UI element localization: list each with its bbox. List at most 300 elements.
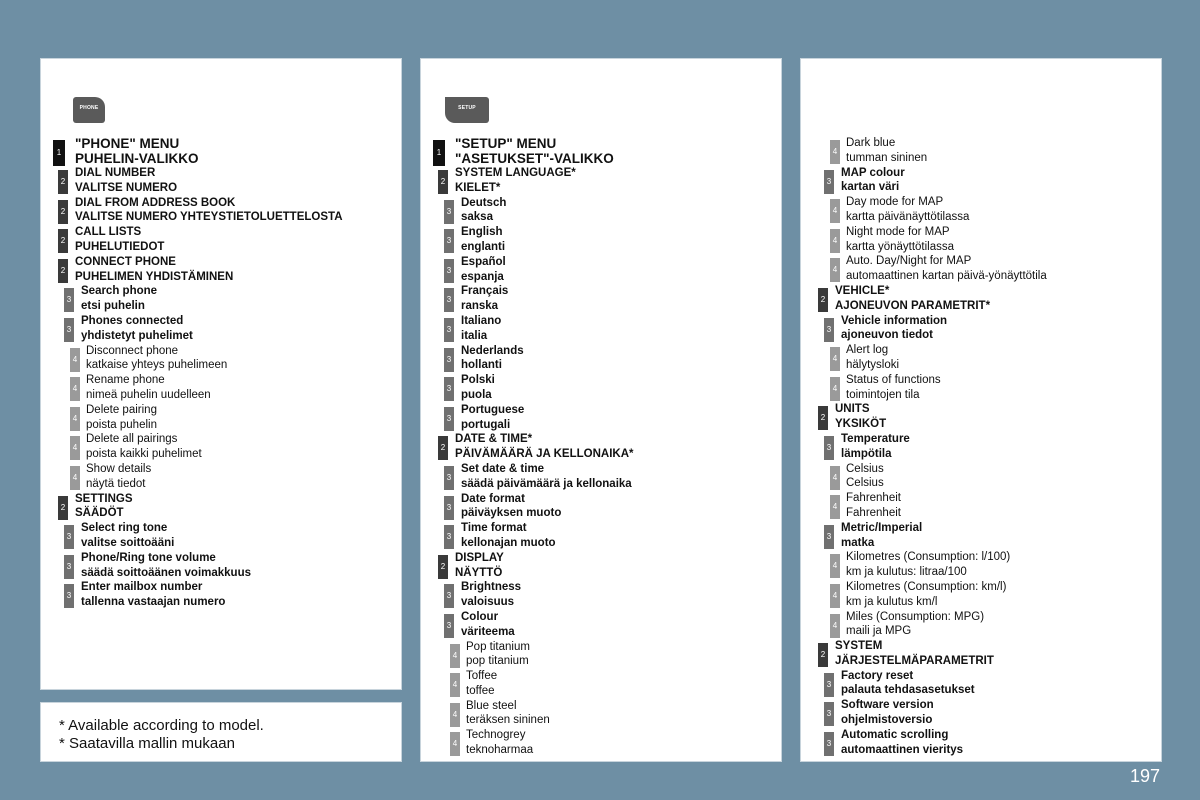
menu-entry-translation: kartta päivänäyttötilassa — [846, 210, 970, 223]
menu-entry-label: Français — [461, 285, 509, 298]
menu-entry — [811, 166, 1157, 196]
menu-entry — [431, 521, 777, 551]
menu-entry-text — [461, 284, 508, 314]
menu-entry-translation: poista kaikki puhelimet — [86, 448, 202, 461]
menu-entry-text — [466, 669, 497, 699]
menu-entry-label: Colour — [461, 610, 499, 623]
menu-entry — [811, 728, 1157, 758]
phone-icon-label: PHONE — [79, 105, 99, 111]
menu-entry-label: MAP colour — [841, 166, 905, 179]
level-badge: 4 — [830, 584, 840, 608]
menu-entry-text — [841, 314, 947, 344]
menu-entry-label: Deutsch — [461, 196, 507, 209]
menu-entry-translation: säädä päivämäärä ja kellonaika — [461, 477, 632, 490]
menu-entry-label: CALL LISTS — [75, 226, 142, 239]
menu-entry — [811, 610, 1157, 640]
menu-entry — [431, 432, 777, 462]
menu-entry-translation: teräksen sininen — [466, 714, 550, 727]
level-badge: 2 — [818, 406, 828, 430]
menu-entry — [51, 255, 397, 285]
menu-entry-text — [841, 432, 910, 462]
menu-entry-translation: kartta yönäyttötilassa — [846, 240, 955, 253]
menu-entry-label: English — [461, 226, 503, 239]
menu-entry — [51, 196, 397, 226]
menu-entry-text — [86, 462, 151, 492]
menu-entry-translation: automaattinen kartan päivä-yönäyttötila — [846, 270, 1047, 283]
menu-entry — [51, 166, 397, 196]
menu-entry — [431, 728, 777, 758]
phone-menu-list — [51, 136, 397, 610]
menu-entry — [811, 314, 1157, 344]
menu-entry — [51, 492, 397, 522]
menu-entry — [811, 136, 1157, 166]
menu-entry — [811, 195, 1157, 225]
level-badge: 4 — [830, 495, 840, 519]
menu-entry — [431, 284, 777, 314]
menu-entry — [431, 580, 777, 610]
menu-entry-translation: katkaise yhteys puhelimeen — [86, 359, 228, 372]
level-badge: 4 — [830, 466, 840, 490]
menu-entry-label: Disconnect phone — [86, 344, 179, 357]
menu-entry — [51, 344, 397, 374]
menu-entry — [431, 551, 777, 581]
menu-entry-translation: km ja kulutus: litraa/100 — [846, 566, 967, 579]
menu-entry-translation: PUHELUTIEDOT — [75, 240, 165, 253]
menu-entry-label: "SETUP" MENU — [455, 136, 557, 151]
menu-entry-text — [461, 344, 524, 374]
menu-entry-text — [81, 580, 225, 610]
menu-entry-text — [461, 492, 561, 522]
menu-entry-label: Toffee — [466, 670, 498, 683]
menu-entry-translation: VALITSE NUMERO YHTEYSTIETOLUETTELOSTA — [75, 211, 343, 224]
menu-entry-text — [846, 225, 954, 255]
menu-entry — [51, 580, 397, 610]
level-badge: 2 — [58, 496, 68, 520]
menu-entry-translation: näytä tiedot — [86, 477, 146, 490]
level-badge: 4 — [70, 407, 80, 431]
menu-entry-label: Delete pairing — [86, 403, 157, 416]
level-badge: 3 — [444, 496, 454, 520]
menu-entry — [431, 403, 777, 433]
menu-entry-translation: kartan väri — [841, 181, 900, 194]
menu-entry-text — [86, 432, 202, 462]
level-badge: 3 — [824, 170, 834, 194]
menu-entry — [431, 225, 777, 255]
setup-menu-continued-column — [800, 58, 1162, 762]
level-badge: 4 — [70, 348, 80, 372]
menu-entry-translation: toimintojen tila — [846, 388, 920, 401]
menu-entry-label: Nederlands — [461, 344, 524, 357]
menu-entry-text — [81, 521, 174, 551]
menu-entry-translation: kellonajan muoto — [461, 536, 556, 549]
menu-entry-translation: KIELET* — [455, 181, 501, 194]
menu-entry-text — [455, 166, 576, 196]
level-badge: 3 — [444, 466, 454, 490]
menu-entry-label: Fahrenheit — [846, 492, 901, 505]
menu-entry-label: DIAL FROM ADDRESS BOOK — [75, 196, 236, 209]
menu-entry-text — [835, 284, 990, 314]
menu-entry-label: Delete all pairings — [86, 433, 178, 446]
menu-entry-translation: teknoharmaa — [466, 744, 534, 757]
menu-entry-text — [81, 551, 251, 581]
menu-entry-text — [846, 491, 901, 521]
menu-entry-text — [461, 610, 515, 640]
level-badge: 4 — [830, 199, 840, 223]
menu-entry — [811, 580, 1157, 610]
menu-entry — [51, 403, 397, 433]
menu-entry-text — [461, 314, 501, 344]
menu-entry — [51, 551, 397, 581]
menu-entry-text — [75, 225, 164, 255]
menu-entry-translation: espanja — [461, 270, 504, 283]
menu-entry-label: DIAL NUMBER — [75, 167, 156, 179]
menu-entry-translation: pop titanium — [466, 655, 529, 668]
menu-entry-label: Select ring tone — [81, 522, 168, 535]
menu-entry-label: SYSTEM — [835, 640, 883, 653]
menu-entry-translation: km ja kulutus km/l — [846, 595, 938, 608]
level-badge: 2 — [818, 288, 828, 312]
menu-entry — [811, 550, 1157, 580]
level-badge: 3 — [444, 377, 454, 401]
level-badge: 4 — [70, 466, 80, 490]
menu-entry-translation: JÄRJESTELMÄPARAMETRIT — [835, 654, 994, 667]
footnote-line-1: * Available according to model. — [59, 717, 264, 734]
menu-entry-label: Español — [461, 255, 506, 268]
menu-entry-label: Temperature — [841, 432, 910, 445]
menu-entry-label: DISPLAY — [455, 551, 504, 564]
menu-entry-text — [75, 136, 199, 166]
menu-entry-text — [461, 255, 506, 285]
menu-entry-translation: SÄÄDÖT — [75, 507, 124, 520]
menu-entry-label: Software version — [841, 699, 934, 712]
menu-entry-text — [466, 640, 530, 670]
menu-entry — [811, 698, 1157, 728]
menu-entry-text — [75, 196, 343, 226]
level-badge: 3 — [64, 584, 74, 608]
menu-entry-label: Auto. Day/Night for MAP — [846, 255, 972, 268]
menu-entry — [811, 284, 1157, 314]
level-badge: 3 — [444, 288, 454, 312]
menu-entry-label: Technogrey — [466, 729, 526, 742]
menu-entry — [431, 344, 777, 374]
menu-entry-text — [846, 136, 927, 166]
menu-entry-label: Kilometres (Consumption: km/l) — [846, 580, 1007, 593]
level-badge: 3 — [444, 229, 454, 253]
setup-menu-icon — [445, 97, 489, 123]
level-badge: 3 — [824, 436, 834, 460]
menu-entry-text — [461, 521, 556, 551]
menu-entry-label: Blue steel — [466, 699, 517, 712]
menu-entry-text — [466, 728, 533, 758]
menu-entry — [431, 462, 777, 492]
menu-entry — [431, 166, 777, 196]
menu-entry-label: UNITS — [835, 403, 870, 416]
menu-entry-translation: NÄYTTÖ — [455, 566, 503, 579]
menu-entry-translation: PUHELIN-VALIKKO — [75, 151, 199, 166]
menu-entry-translation: palauta tehdasasetukset — [841, 684, 975, 697]
menu-entry-label: Alert log — [846, 344, 889, 357]
menu-entry — [431, 610, 777, 640]
menu-entry-label: Pop titanium — [466, 640, 530, 653]
level-badge: 1 — [53, 140, 65, 166]
menu-entry — [811, 225, 1157, 255]
menu-entry-text — [846, 254, 1047, 284]
menu-entry-text — [841, 521, 922, 551]
menu-entry — [51, 521, 397, 551]
level-badge: 3 — [444, 200, 454, 224]
menu-entry-translation: toffee — [466, 684, 495, 697]
menu-entry — [51, 225, 397, 255]
level-badge: 4 — [450, 644, 460, 668]
level-badge: 4 — [830, 377, 840, 401]
menu-entry-translation: italia — [461, 329, 488, 342]
menu-entry-text — [846, 343, 899, 373]
menu-entry-label: Portuguese — [461, 403, 525, 416]
menu-entry-translation: maili ja MPG — [846, 625, 912, 638]
level-badge: 3 — [444, 407, 454, 431]
menu-entry-label: Dark blue — [846, 137, 896, 149]
menu-entry — [811, 402, 1157, 432]
menu-entry-translation: ohjelmistoversio — [841, 714, 933, 727]
menu-entry — [51, 462, 397, 492]
menu-entry-translation: saksa — [461, 211, 493, 224]
menu-entry — [811, 432, 1157, 462]
menu-entry-translation: PÄIVÄMÄÄRÄ JA KELLONAIKA* — [455, 448, 634, 461]
menu-entry-label: SETTINGS — [75, 492, 133, 505]
menu-entry-label: Italiano — [461, 314, 502, 327]
level-badge: 3 — [64, 525, 74, 549]
footnote-box — [40, 702, 402, 762]
footnote-line-2: * Saatavilla mallin mukaan — [59, 735, 235, 752]
menu-entry-translation: lämpötila — [841, 447, 892, 460]
level-badge: 2 — [58, 170, 68, 194]
menu-entry — [811, 373, 1157, 403]
menu-entry-label: CONNECT PHONE — [75, 255, 176, 268]
menu-entry-text — [846, 373, 941, 403]
menu-entry-translation: Celsius — [846, 477, 884, 490]
menu-entry-label: Brightness — [461, 581, 522, 594]
menu-entry-translation: ajoneuvon tiedot — [841, 329, 933, 342]
menu-entry-translation: Fahrenheit — [846, 506, 901, 519]
menu-entry-translation: AJONEUVON PARAMETRIT* — [835, 299, 991, 312]
menu-entry — [51, 373, 397, 403]
menu-entry-text — [841, 728, 963, 758]
menu-entry-text — [455, 432, 633, 462]
menu-entry-label: Celsius — [846, 462, 884, 475]
menu-entry-label: Time format — [461, 522, 527, 535]
menu-entry — [811, 521, 1157, 551]
level-badge: 4 — [830, 554, 840, 578]
menu-entry-translation: puola — [461, 388, 492, 401]
menu-entry-text — [846, 610, 984, 640]
level-badge: 4 — [830, 258, 840, 282]
level-badge: 3 — [444, 318, 454, 342]
menu-entry-text — [86, 373, 211, 403]
phone-menu-column — [40, 58, 402, 690]
level-badge: 2 — [438, 436, 448, 460]
menu-entry-label: Day mode for MAP — [846, 196, 944, 209]
level-badge: 4 — [830, 229, 840, 253]
menu-entry-label: Miles (Consumption: MPG) — [846, 610, 985, 623]
menu-entry — [431, 492, 777, 522]
menu-entry-label: Metric/Imperial — [841, 521, 923, 534]
menu-entry-translation: säädä soittoäänen voimakkuus — [81, 566, 252, 579]
level-badge: 3 — [444, 584, 454, 608]
menu-entry-label: Kilometres (Consumption: l/100) — [846, 551, 1011, 564]
menu-entry-label: Phone/Ring tone volume — [81, 551, 216, 564]
level-badge: 3 — [64, 288, 74, 312]
level-badge: 2 — [818, 643, 828, 667]
level-badge: 3 — [444, 348, 454, 372]
menu-entry-translation: automaattinen vieritys — [841, 743, 964, 756]
level-badge: 4 — [70, 377, 80, 401]
menu-entry-translation: matka — [841, 536, 875, 549]
menu-entry-translation: hälytysloki — [846, 358, 900, 371]
menu-entry-text — [461, 462, 632, 492]
menu-entry-label: Factory reset — [841, 669, 914, 682]
menu-entry — [431, 196, 777, 226]
menu-entry — [811, 343, 1157, 373]
menu-entry — [431, 255, 777, 285]
menu-entry — [431, 314, 777, 344]
menu-entry — [811, 462, 1157, 492]
setup-menu-list — [431, 136, 777, 758]
menu-entry-text — [466, 699, 550, 729]
menu-entry-label: Date format — [461, 492, 525, 505]
menu-entry-text — [841, 698, 934, 728]
menu-entry-translation: päiväyksen muoto — [461, 507, 562, 520]
menu-entry-translation: väriteema — [461, 625, 515, 638]
level-badge: 3 — [824, 732, 834, 756]
level-badge: 3 — [64, 555, 74, 579]
page-number: 197 — [1129, 766, 1160, 786]
level-badge: 4 — [70, 436, 80, 460]
setup-icon-label: SETUP — [458, 105, 476, 111]
menu-entry-label: Status of functions — [846, 373, 941, 386]
menu-entry-translation: englanti — [461, 240, 506, 253]
level-badge: 3 — [824, 318, 834, 342]
menu-entry-translation: tumman sininen — [846, 151, 928, 164]
level-badge: 3 — [824, 702, 834, 726]
menu-entry-label: Enter mailbox number — [81, 581, 203, 594]
setup-menu-continued-list — [811, 136, 1157, 757]
menu-entry — [431, 640, 777, 670]
menu-entry-translation: nimeä puhelin uudelleen — [86, 388, 211, 401]
menu-entry-label: Vehicle information — [841, 314, 948, 327]
menu-entry-label: Night mode for MAP — [846, 225, 950, 238]
level-badge: 4 — [450, 703, 460, 727]
menu-entry-label: VEHICLE* — [835, 284, 890, 297]
level-badge: 3 — [824, 673, 834, 697]
menu-entry-text — [461, 225, 505, 255]
level-badge: 4 — [450, 732, 460, 756]
menu-entry — [51, 432, 397, 462]
menu-entry-text — [461, 373, 495, 403]
menu-entry-text — [75, 492, 133, 522]
menu-entry-text — [846, 580, 1006, 610]
menu-entry — [811, 639, 1157, 669]
menu-entry-label: Polski — [461, 374, 495, 387]
menu-entry-text — [841, 166, 905, 196]
menu-entry-label: Phones connected — [81, 314, 184, 327]
level-badge: 4 — [450, 673, 460, 697]
menu-entry-text — [461, 403, 524, 433]
menu-entry-text — [86, 344, 227, 374]
level-badge: 1 — [433, 140, 445, 166]
phone-menu-icon — [73, 97, 105, 123]
menu-entry-translation: YKSIKÖT — [835, 418, 887, 431]
menu-entry-translation: hollanti — [461, 359, 502, 372]
menu-entry-label: Search phone — [81, 285, 158, 298]
menu-entry-text — [75, 166, 177, 196]
menu-entry-text — [846, 195, 969, 225]
menu-entry-translation: valitse soittoääni — [81, 536, 175, 549]
level-badge: 2 — [438, 555, 448, 579]
menu-entry-translation: etsi puhelin — [81, 300, 145, 313]
menu-entry — [51, 136, 397, 166]
menu-entry — [811, 669, 1157, 699]
menu-entry-text — [81, 314, 193, 344]
level-badge: 4 — [830, 347, 840, 371]
menu-entry — [431, 669, 777, 699]
menu-entry — [51, 314, 397, 344]
menu-entry-label: Show details — [86, 462, 152, 475]
menu-entry-text — [455, 136, 614, 166]
menu-entry-text — [835, 639, 994, 669]
menu-entry-text — [835, 402, 886, 432]
level-badge: 2 — [58, 229, 68, 253]
menu-entry — [431, 373, 777, 403]
menu-entry-text — [461, 580, 521, 610]
menu-entry-label: SYSTEM LANGUAGE* — [455, 167, 576, 179]
menu-entry-translation: ranska — [461, 300, 499, 313]
menu-entry-label: Set date & time — [461, 462, 545, 475]
footnote-text — [59, 717, 264, 753]
menu-entry-text — [461, 196, 506, 226]
menu-entry-text — [846, 550, 1010, 580]
menu-entry — [51, 284, 397, 314]
menu-entry-text — [846, 462, 884, 492]
menu-entry-translation: yhdistetyt puhelimet — [81, 329, 193, 342]
menu-entry — [431, 699, 777, 729]
menu-entry-text — [86, 403, 157, 433]
level-badge: 2 — [438, 170, 448, 194]
menu-entry-label: Automatic scrolling — [841, 728, 949, 741]
menu-entry-translation: PUHELIMEN YHDISTÄMINEN — [75, 270, 234, 283]
menu-entry-label: Rename phone — [86, 374, 165, 387]
menu-entry-translation: portugali — [461, 418, 511, 431]
menu-entry-translation: "ASETUKSET"-VALIKKO — [455, 151, 614, 166]
menu-entry-translation: valoisuus — [461, 596, 515, 609]
menu-entry-translation: poista puhelin — [86, 418, 157, 431]
menu-entry-label: "PHONE" MENU — [75, 136, 180, 151]
menu-entry-text — [841, 669, 975, 699]
level-badge: 3 — [824, 525, 834, 549]
menu-entry — [811, 491, 1157, 521]
setup-menu-column — [420, 58, 782, 762]
level-badge: 2 — [58, 200, 68, 224]
level-badge: 3 — [64, 318, 74, 342]
level-badge: 2 — [58, 259, 68, 283]
menu-entry — [811, 254, 1157, 284]
level-badge: 3 — [444, 259, 454, 283]
menu-entry-text — [75, 255, 233, 285]
level-badge: 3 — [444, 614, 454, 638]
level-badge: 4 — [830, 140, 840, 164]
level-badge: 4 — [830, 614, 840, 638]
menu-entry-translation: VALITSE NUMERO — [75, 181, 178, 194]
menu-entry-translation: tallenna vastaajan numero — [81, 596, 226, 609]
